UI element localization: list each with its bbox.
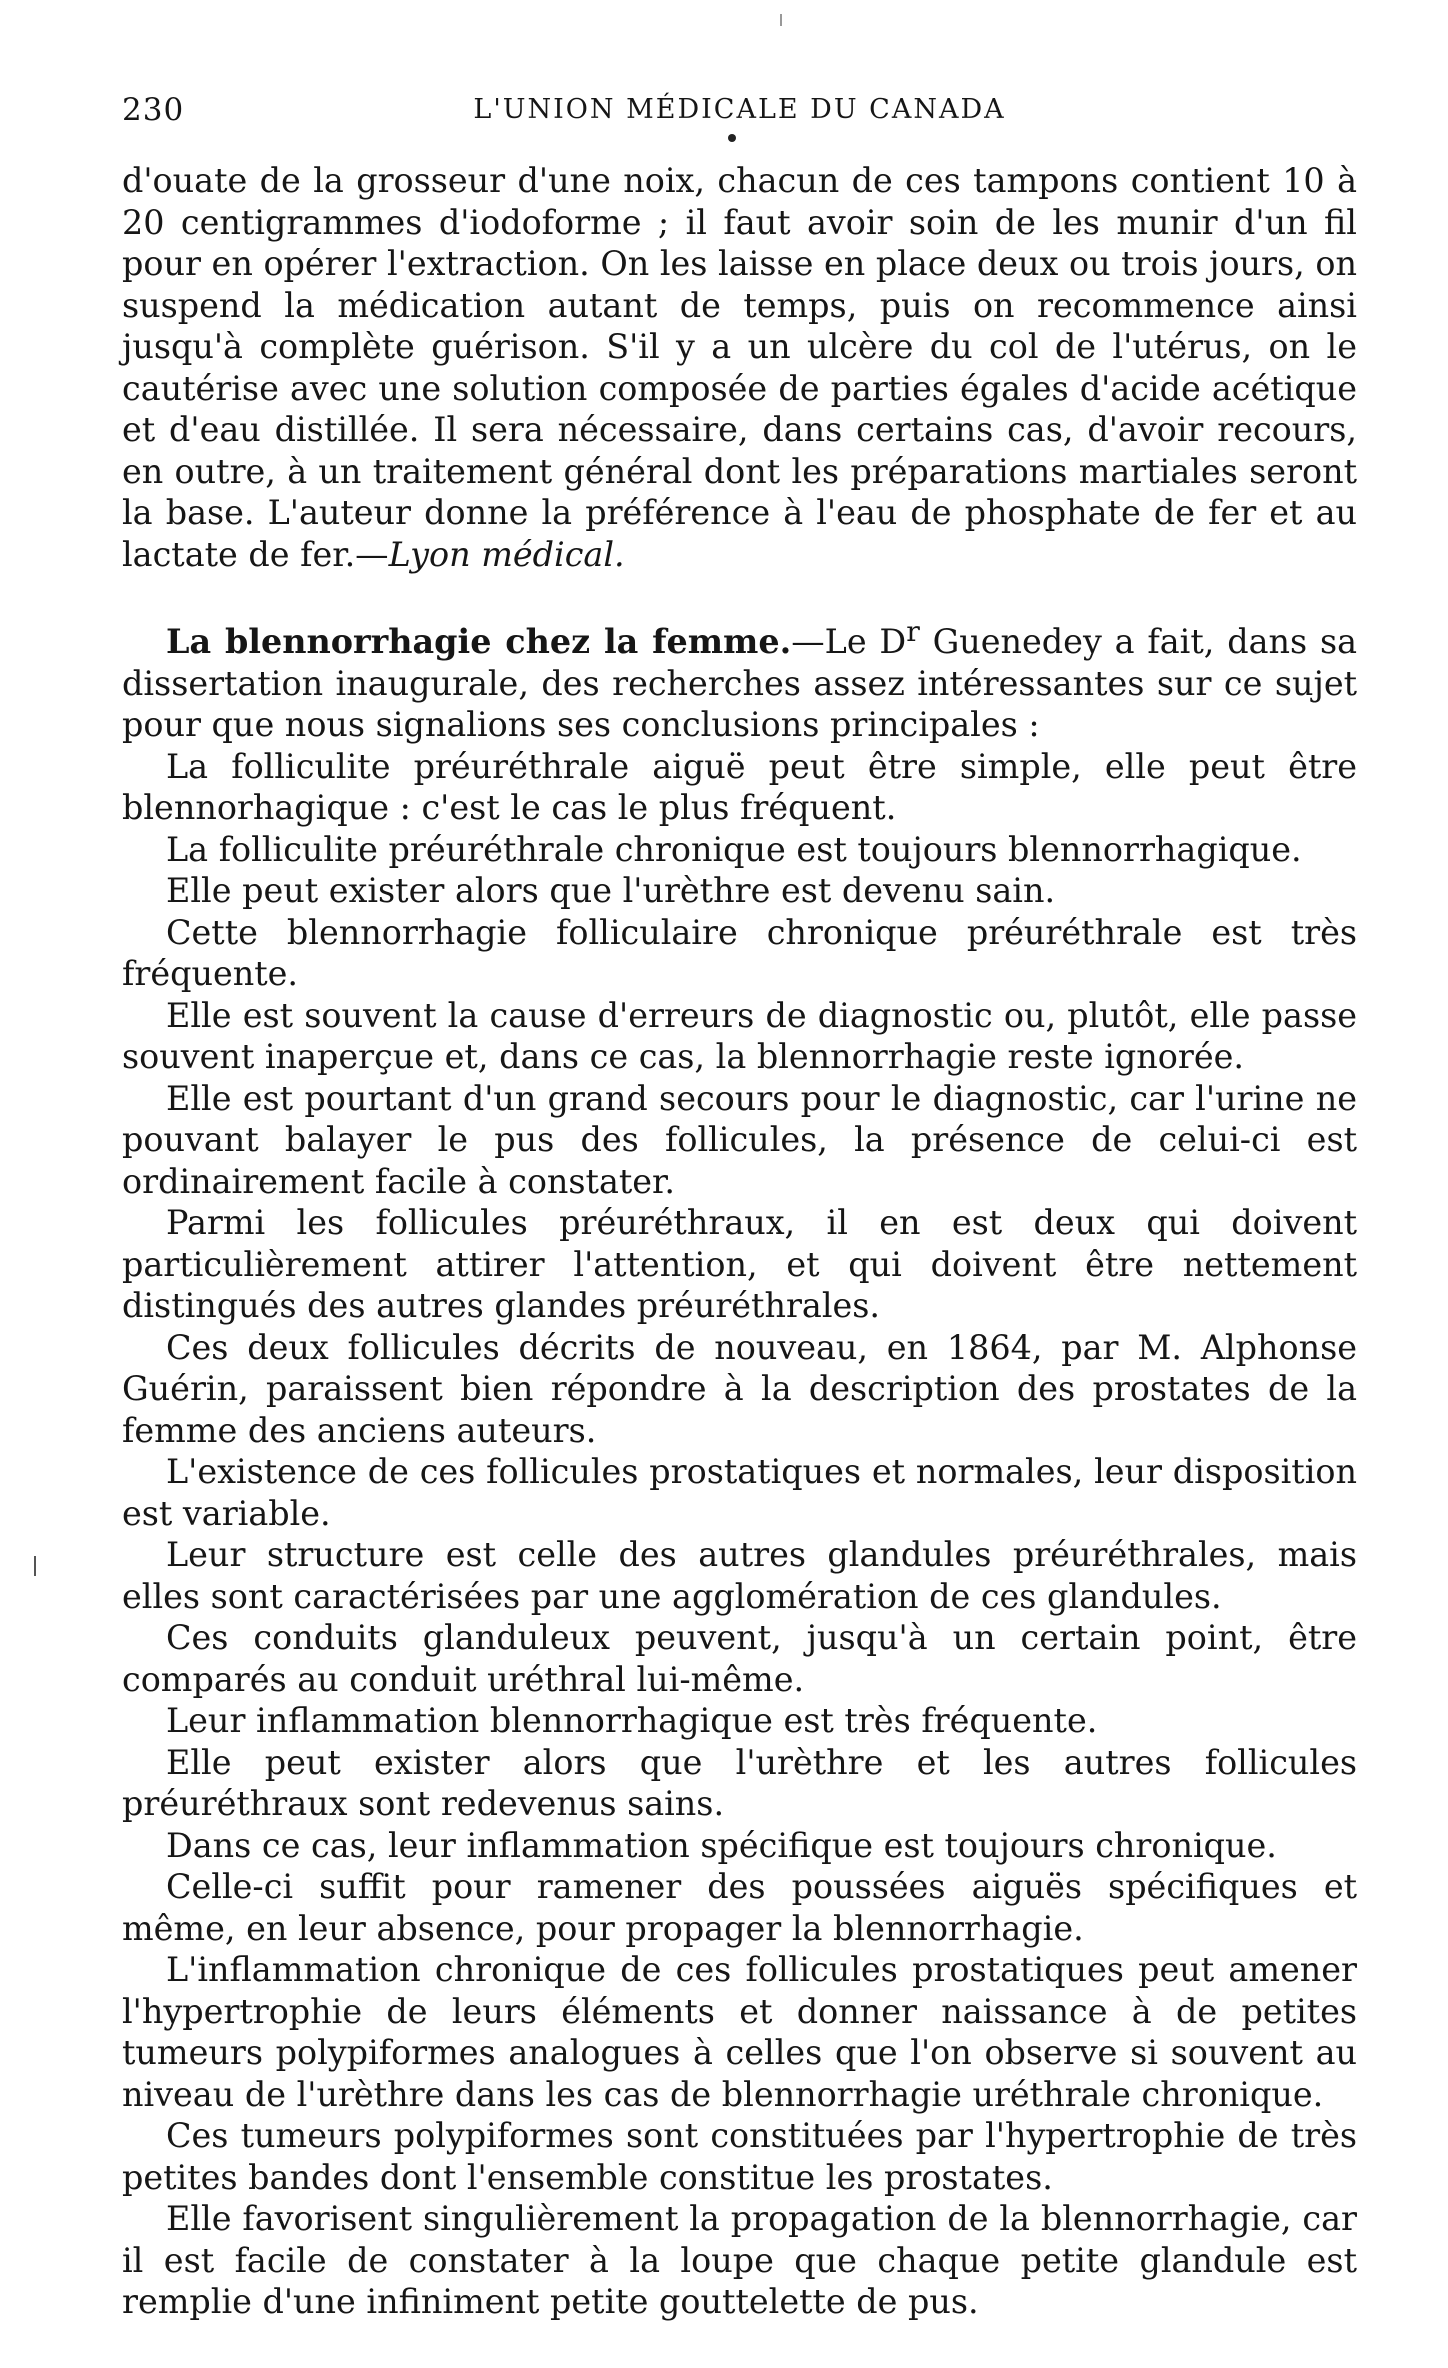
conclusion-paragraph: L'existence de ces follicules prostatiques et normales, leur disposition est variable.: [122, 1452, 1357, 1533]
margin-mark: [34, 1556, 36, 1576]
conclusion-paragraph: Elle est souvent la cause d'erreurs de diagnostic ou, plutôt, elle passe souvent inaperçue et, dans ce cas, la blennorrhagie reste ignorée.: [122, 995, 1357, 1076]
conclusion-paragraph: La folliculite préuréthrale chronique est toujours blennorrhagique.: [166, 829, 1302, 869]
conclusion-paragraph: Ces conduits glanduleux peuvent, jusqu'à un certain point, être comparés au conduit uréthral lui-même.: [122, 1618, 1357, 1699]
intro-superscript: r: [906, 614, 920, 648]
conclusion-paragraph: Parmi les follicules préuréthraux, il en est deux qui doivent particulièrement attirer l'attention, et qui doivent être nettement distingués des autres glandes préuréthrales.: [122, 1203, 1357, 1325]
paragraph-text: d'ouate de la grosseur d'une noix, chacun de ces tampons contient 10 à 20 centigrammes d'iodoforme ; il faut avoir soin de les munir d'un fil pour en opérer l'extraction. On les laisse en place deux ou trois jours, on suspend la médication autant de temps, puis on recommence ainsi jusqu'à complète guérison. S'il y a un ulcère du col de l'utérus, on le cautérise avec une solution composée de parties égales d'acide acétique et d'eau distillée. Il sera nécessaire, dans certains cas, d'avoir recours, en outre, à un traitement général dont les préparations martiales seront la base. L'auteur donne la préférence à l'eau de phosphate de fer et au lactate de fer.—: [122, 161, 1357, 574]
conclusion-paragraph: Ces tumeurs polypiformes sont constituées par l'hypertrophie de très petites bandes dont l'ensemble constitue les prostates.: [122, 2116, 1357, 2197]
conclusion-paragraph: L'inflammation chronique de ces follicules prostatiques peut amener l'hypertrophie de leurs éléments et donner naissance à de petites tumeurs polypiformes analogues à celles que l'on observe si souvent au niveau de l'urèthre dans les cas de blennorrhagie uréthrale chronique.: [122, 1950, 1357, 2114]
page-number: 230: [122, 92, 185, 128]
conclusion-paragraph: Ces deux follicules décrits de nouveau, en 1864, par M. Alphonse Guérin, paraissent bien répondre à la description des prostates de la femme des anciens auteurs.: [122, 1327, 1357, 1450]
conclusion-paragraph: Elle favorisent singulièrement la propagation de la blennorrhagie, car il est facile de constater à la loupe que chaque petite glandule est remplie d'une infiniment petite gouttelette de pus.: [122, 2199, 1357, 2321]
conclusion-paragraph: Celle-ci suffit pour ramener des poussées aiguës spécifiques et même, en leur absence, pour propager la blennorrhagie.: [122, 1867, 1357, 1948]
article-intro: [122, 614, 1357, 746]
intro-text-a: —Le D: [791, 622, 907, 661]
conclusion-paragraph: Dans ce cas, leur inflammation spécifique est toujours chronique.: [166, 1825, 1277, 1865]
conclusion-paragraph: Elle est pourtant d'un grand secours pour le diagnostic, car l'urine ne pouvant balayer le pus des follicules, la présence de celui-ci est ordinairement facile à constater.: [122, 1078, 1357, 1201]
section-gap: [122, 575, 1357, 621]
conclusion-paragraph: Elle peut exister alors que l'urèthre et les autres follicules préuréthraux sont redevenus sains.: [122, 1742, 1357, 1823]
ink-dot: [728, 134, 736, 142]
conclusion-paragraph: La folliculite préuréthrale aiguë peut être simple, elle peut être blennorhagique : c'est le cas le plus fréquent.: [122, 746, 1357, 827]
conclusion-paragraph: Elle peut exister alors que l'urèthre est devenu sain.: [166, 871, 1056, 910]
conclusion-paragraph: Leur inflammation blennorrhagique est très fréquente.: [166, 1701, 1098, 1740]
conclusion-paragraph: Leur structure est celle des autres glandules préuréthrales, mais elles sont caractérisées par une agglomération de ces glandules.: [122, 1535, 1357, 1616]
running-header: [122, 92, 1357, 136]
source-citation: Lyon médical.: [388, 534, 625, 574]
running-title: L'UNION MÉDICALE DU CANADA: [473, 94, 1006, 125]
article-heading: La blennorrhagie chez la femme.: [166, 622, 792, 661]
intro-text-b: Guenedey a fait, dans sa dissertation inaugurale, des recherches assez intéressantes sur ce sujet pour que nous signalions ses conclusions principales :: [122, 622, 1357, 744]
continued-paragraph: [122, 160, 1357, 575]
conclusion-paragraph: Cette blennorrhagie folliculaire chronique préuréthrale est très fréquente.: [122, 912, 1357, 993]
page-body: [122, 160, 1357, 2323]
scan-mark: [780, 14, 782, 26]
